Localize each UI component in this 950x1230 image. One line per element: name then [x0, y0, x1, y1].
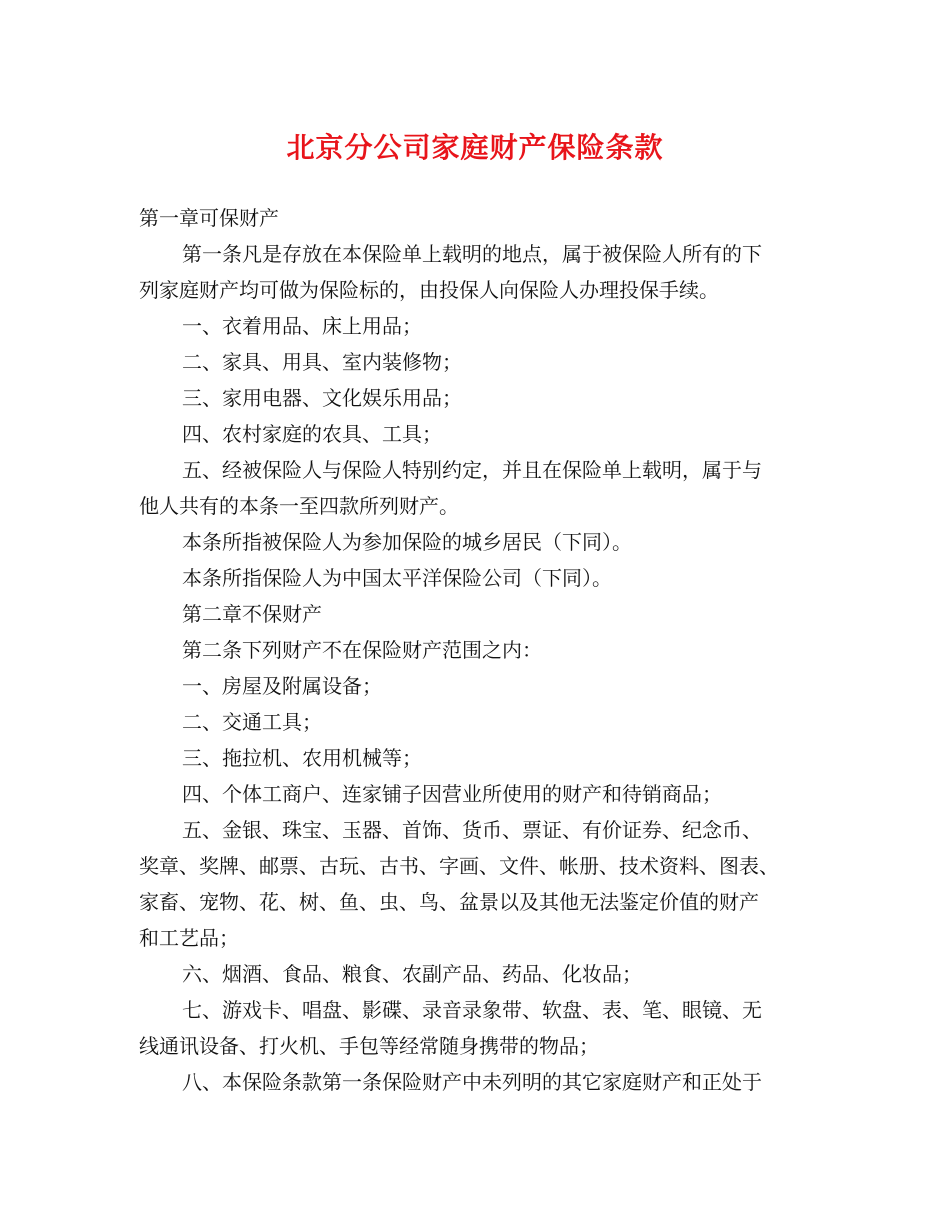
paragraph-line: 本条所指保险人为中国太平洋保险公司（下同）。	[182, 566, 612, 590]
paragraph-line: 三、家用电器、文化娱乐用品；	[182, 386, 462, 410]
paragraph	[139, 956, 839, 992]
paragraph-line: 线通讯设备、打火机、手包等经常随身携带的物品；	[139, 1034, 599, 1058]
paragraph-line: 第一条凡是存放在本保险单上载明的地点，属于被保险人所有的下	[182, 242, 762, 266]
paragraph	[139, 416, 839, 452]
paragraph-line: 四、农村家庭的农具、工具；	[182, 422, 442, 446]
paragraph	[139, 344, 839, 380]
paragraph-line: 奖章、奖牌、邮票、古玩、古书、字画、文件、帐册、技术资料、图表、	[139, 854, 779, 878]
paragraph-line: 第一章可保财产	[139, 206, 279, 230]
paragraph-line: 四、个体工商户、连家铺子因营业所使用的财产和待销商品；	[182, 782, 722, 806]
document-body	[139, 200, 839, 1100]
paragraph-line: 一、房屋及附属设备；	[182, 674, 382, 698]
paragraph	[139, 380, 839, 416]
paragraph	[139, 596, 839, 632]
paragraph-line: 第二章不保财产	[182, 602, 322, 626]
paragraph-line: 七、游戏卡、唱盘、影碟、录音录象带、软盘、表、笔、眼镜、无	[182, 998, 762, 1022]
paragraph-line: 六、烟酒、食品、粮食、农副产品、药品、化妆品；	[182, 962, 642, 986]
paragraph-line: 他人共有的本条一至四款所列财产。	[139, 494, 459, 518]
paragraph-line: 二、交通工具；	[182, 710, 322, 734]
paragraph-line: 本条所指被保险人为参加保险的城乡居民（下同）。	[182, 530, 632, 554]
paragraph-line: 列家庭财产均可做为保险标的，由投保人向保险人办理投保手续。	[139, 278, 719, 302]
paragraph	[139, 632, 839, 668]
paragraph	[139, 776, 839, 812]
paragraph-line: 第二条下列财产不在保险财产范围之内：	[182, 638, 542, 662]
paragraph-line: 五、经被保险人与保险人特别约定，并且在保险单上载明，属于与	[182, 458, 762, 482]
paragraph-line: 八、本保险条款第一条保险财产中未列明的其它家庭财产和正处于	[182, 1070, 762, 1094]
paragraph	[139, 524, 839, 560]
paragraph-line: 五、金银、珠宝、玉器、首饰、货币、票证、有价证券、纪念币、	[182, 818, 762, 842]
paragraph	[139, 452, 839, 524]
paragraph	[139, 668, 839, 704]
paragraph	[139, 1064, 839, 1100]
paragraph	[139, 740, 839, 776]
paragraph	[139, 704, 839, 740]
paragraph	[139, 200, 839, 236]
paragraph-line: 三、拖拉机、农用机械等；	[182, 746, 422, 770]
paragraph-line: 家畜、宠物、花、树、鱼、虫、鸟、盆景以及其他无法鉴定价值的财产	[139, 890, 759, 914]
paragraph-line: 二、家具、用具、室内装修物；	[182, 350, 462, 374]
paragraph	[139, 308, 839, 344]
paragraph	[139, 560, 839, 596]
paragraph-line: 和工艺品；	[139, 926, 239, 950]
paragraph	[139, 812, 839, 956]
paragraph	[139, 992, 839, 1064]
paragraph-line: 一、衣着用品、床上用品；	[182, 314, 422, 338]
document-title: 北京分公司家庭财产保险条款	[286, 131, 664, 164]
paragraph	[139, 236, 839, 308]
